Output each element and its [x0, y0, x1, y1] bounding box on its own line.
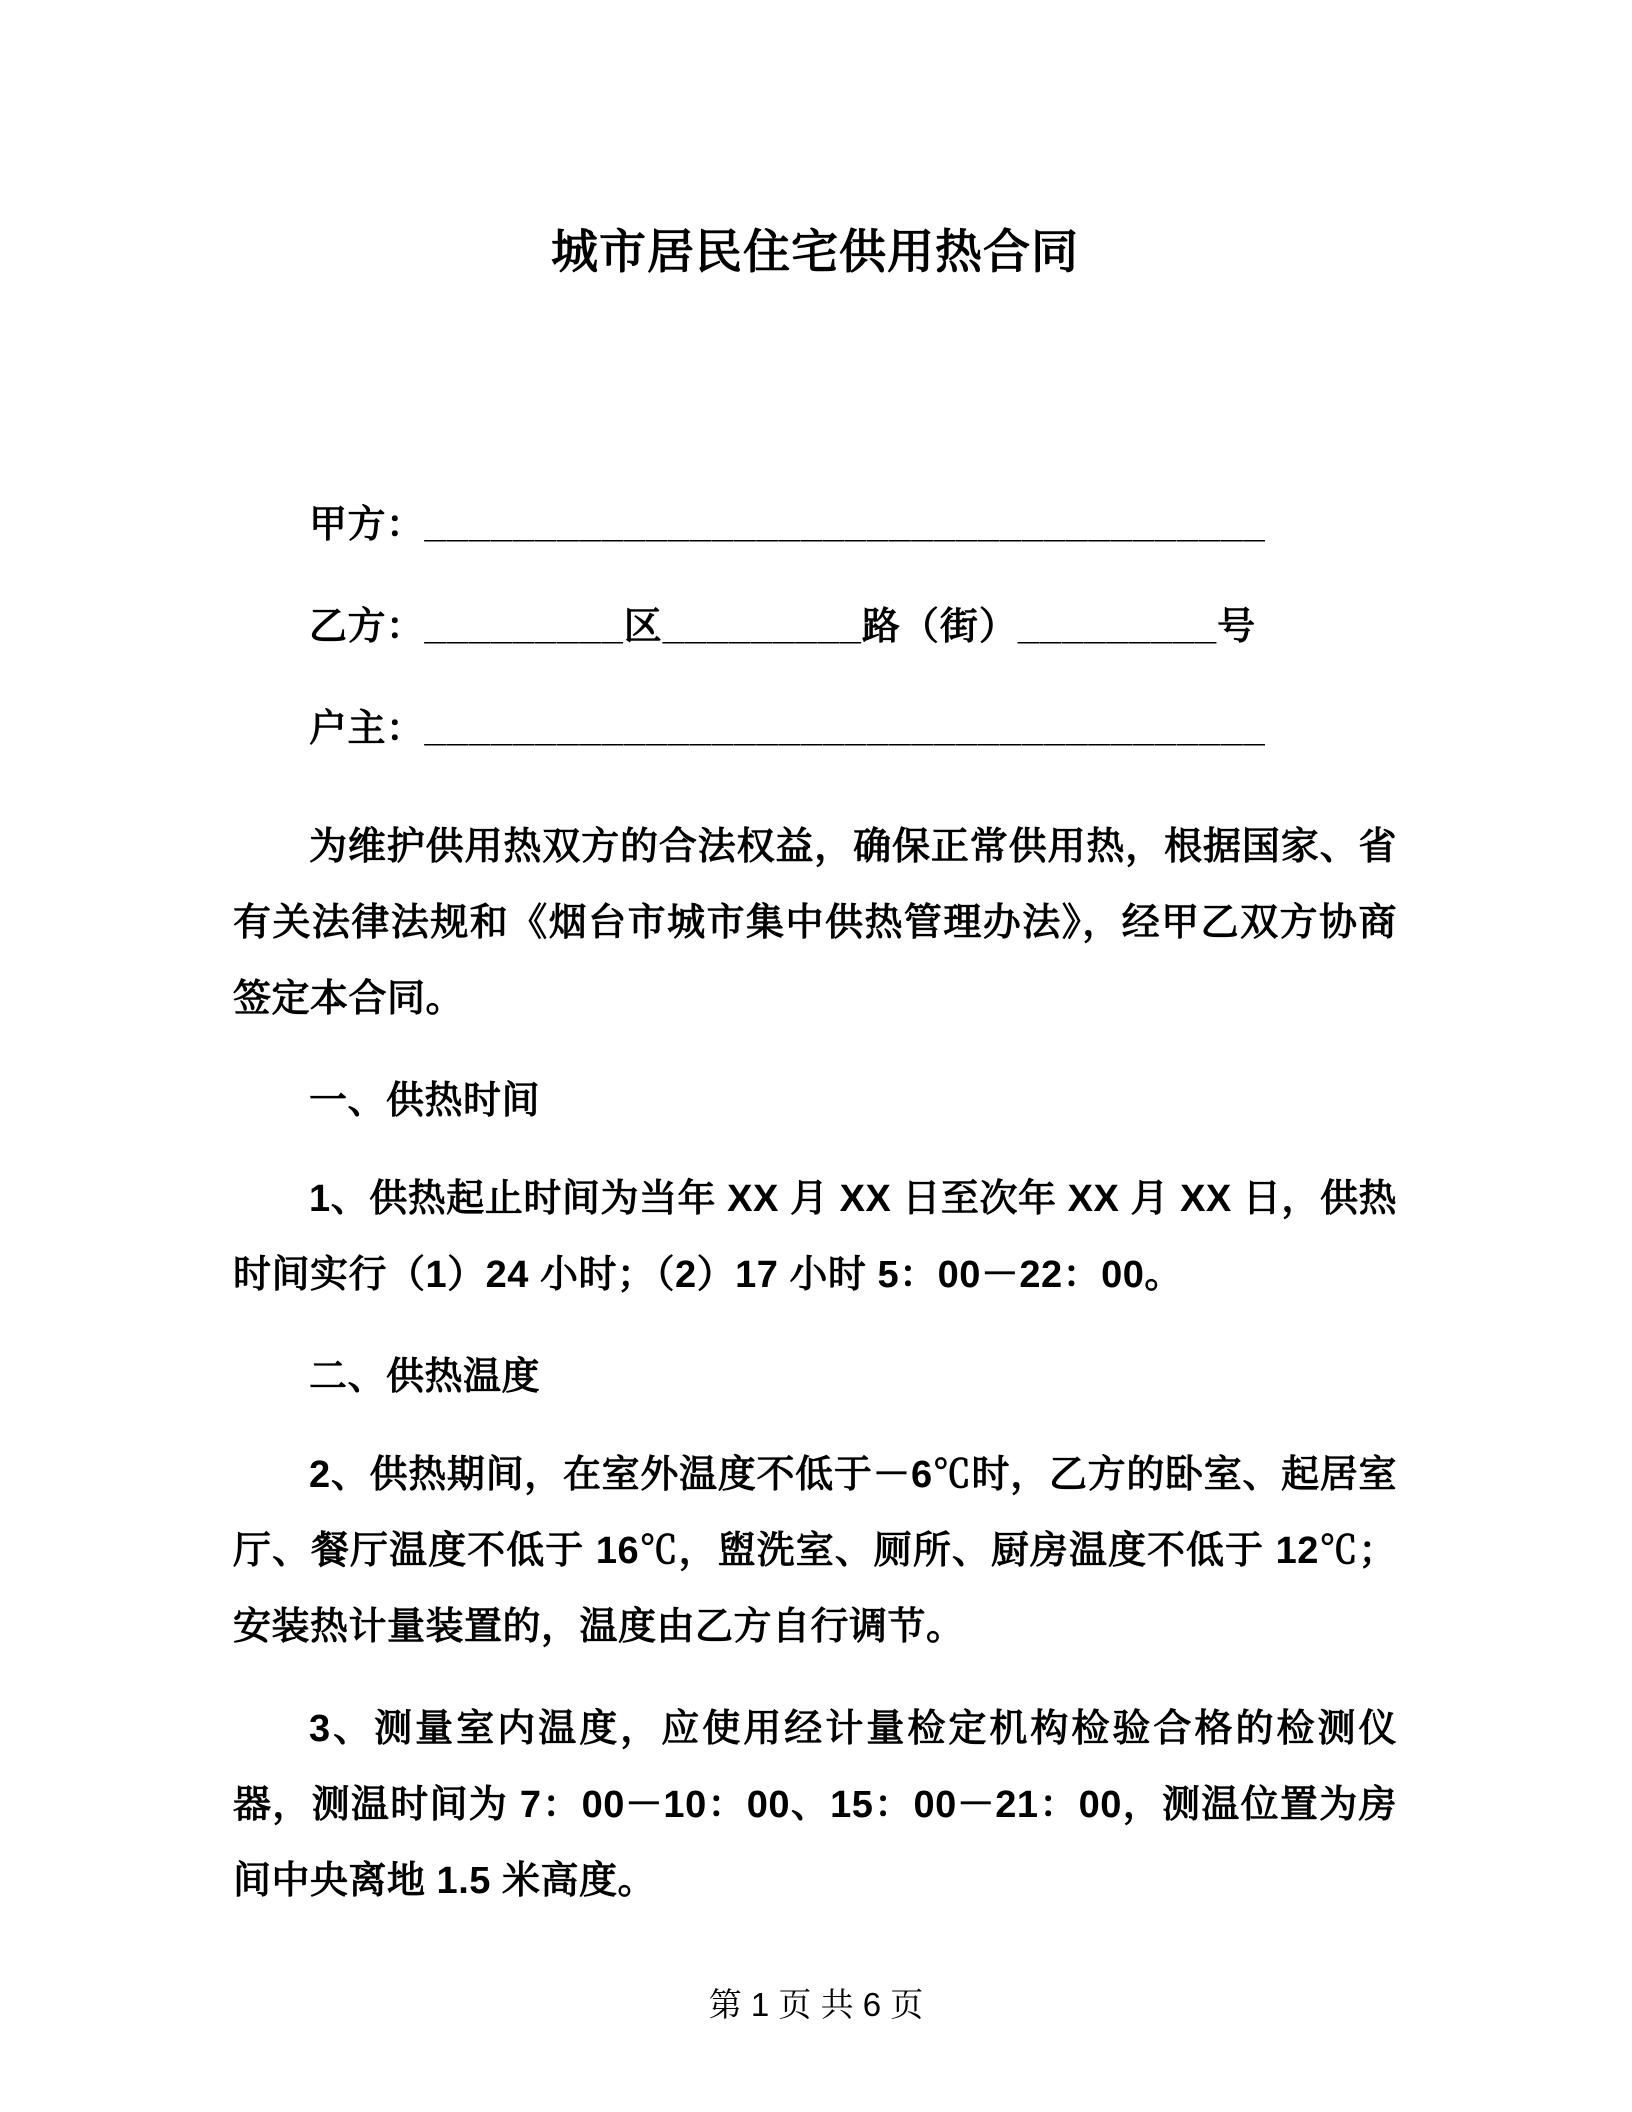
party-label-huzhu: 户主： — [309, 708, 425, 750]
page-number-footer: 第 1 页 共 6 页 — [708, 1986, 924, 2023]
party-blank-jiafang: ______________________________________ — [424, 504, 1266, 546]
party-line-yifang — [309, 589, 1397, 665]
party-label-yifang: 乙方： — [309, 606, 425, 648]
paragraph-clause-3: 3、测量室内温度，应使用经计量检定机构检验合格的检测仪器，测温时间为 7：00－10：00、15：00－21：00，测温位置为房间中央离地 1.5 米高度。 — [233, 1708, 1397, 1902]
party-section — [309, 487, 1397, 767]
party-label-jiafang: 甲方： — [309, 504, 425, 546]
section-heading-2: 二、供热温度 — [309, 1356, 541, 1398]
section-heading-1: 一、供热时间 — [309, 1080, 541, 1122]
party-blank-yifang: _________区_________路（街）_________号 — [424, 606, 1257, 648]
party-line-jiafang — [309, 487, 1397, 563]
party-blank-huzhu: ______________________________________ — [424, 708, 1266, 750]
paragraph-intro: 为维护供用热双方的合法权益，确保正常供用热，根据国家、省有关法律法规和《烟台市城市集中供热管理办法》，经甲乙双方协商签定本合同。 — [233, 826, 1397, 1020]
paragraph-clause-1: 1、供热起止时间为当年 XX 月 XX 日至次年 XX 月 XX 日，供热时间实行（1）24 小时；（2）17 小时 5：00－22：00。 — [233, 1178, 1397, 1296]
party-line-huzhu — [309, 691, 1397, 767]
document-body — [233, 809, 1397, 1919]
paragraph-clause-2: 2、供热期间，在室外温度不低于－6℃时，乙方的卧室、起居室厅、餐厅温度不低于 16℃，盥洗室、厕所、厨房温度不低于 12℃；安装热计量装置的，温度由乙方自行调节。 — [233, 1454, 1397, 1648]
page-title: 城市居民住宅供用热合同 — [551, 225, 1079, 278]
